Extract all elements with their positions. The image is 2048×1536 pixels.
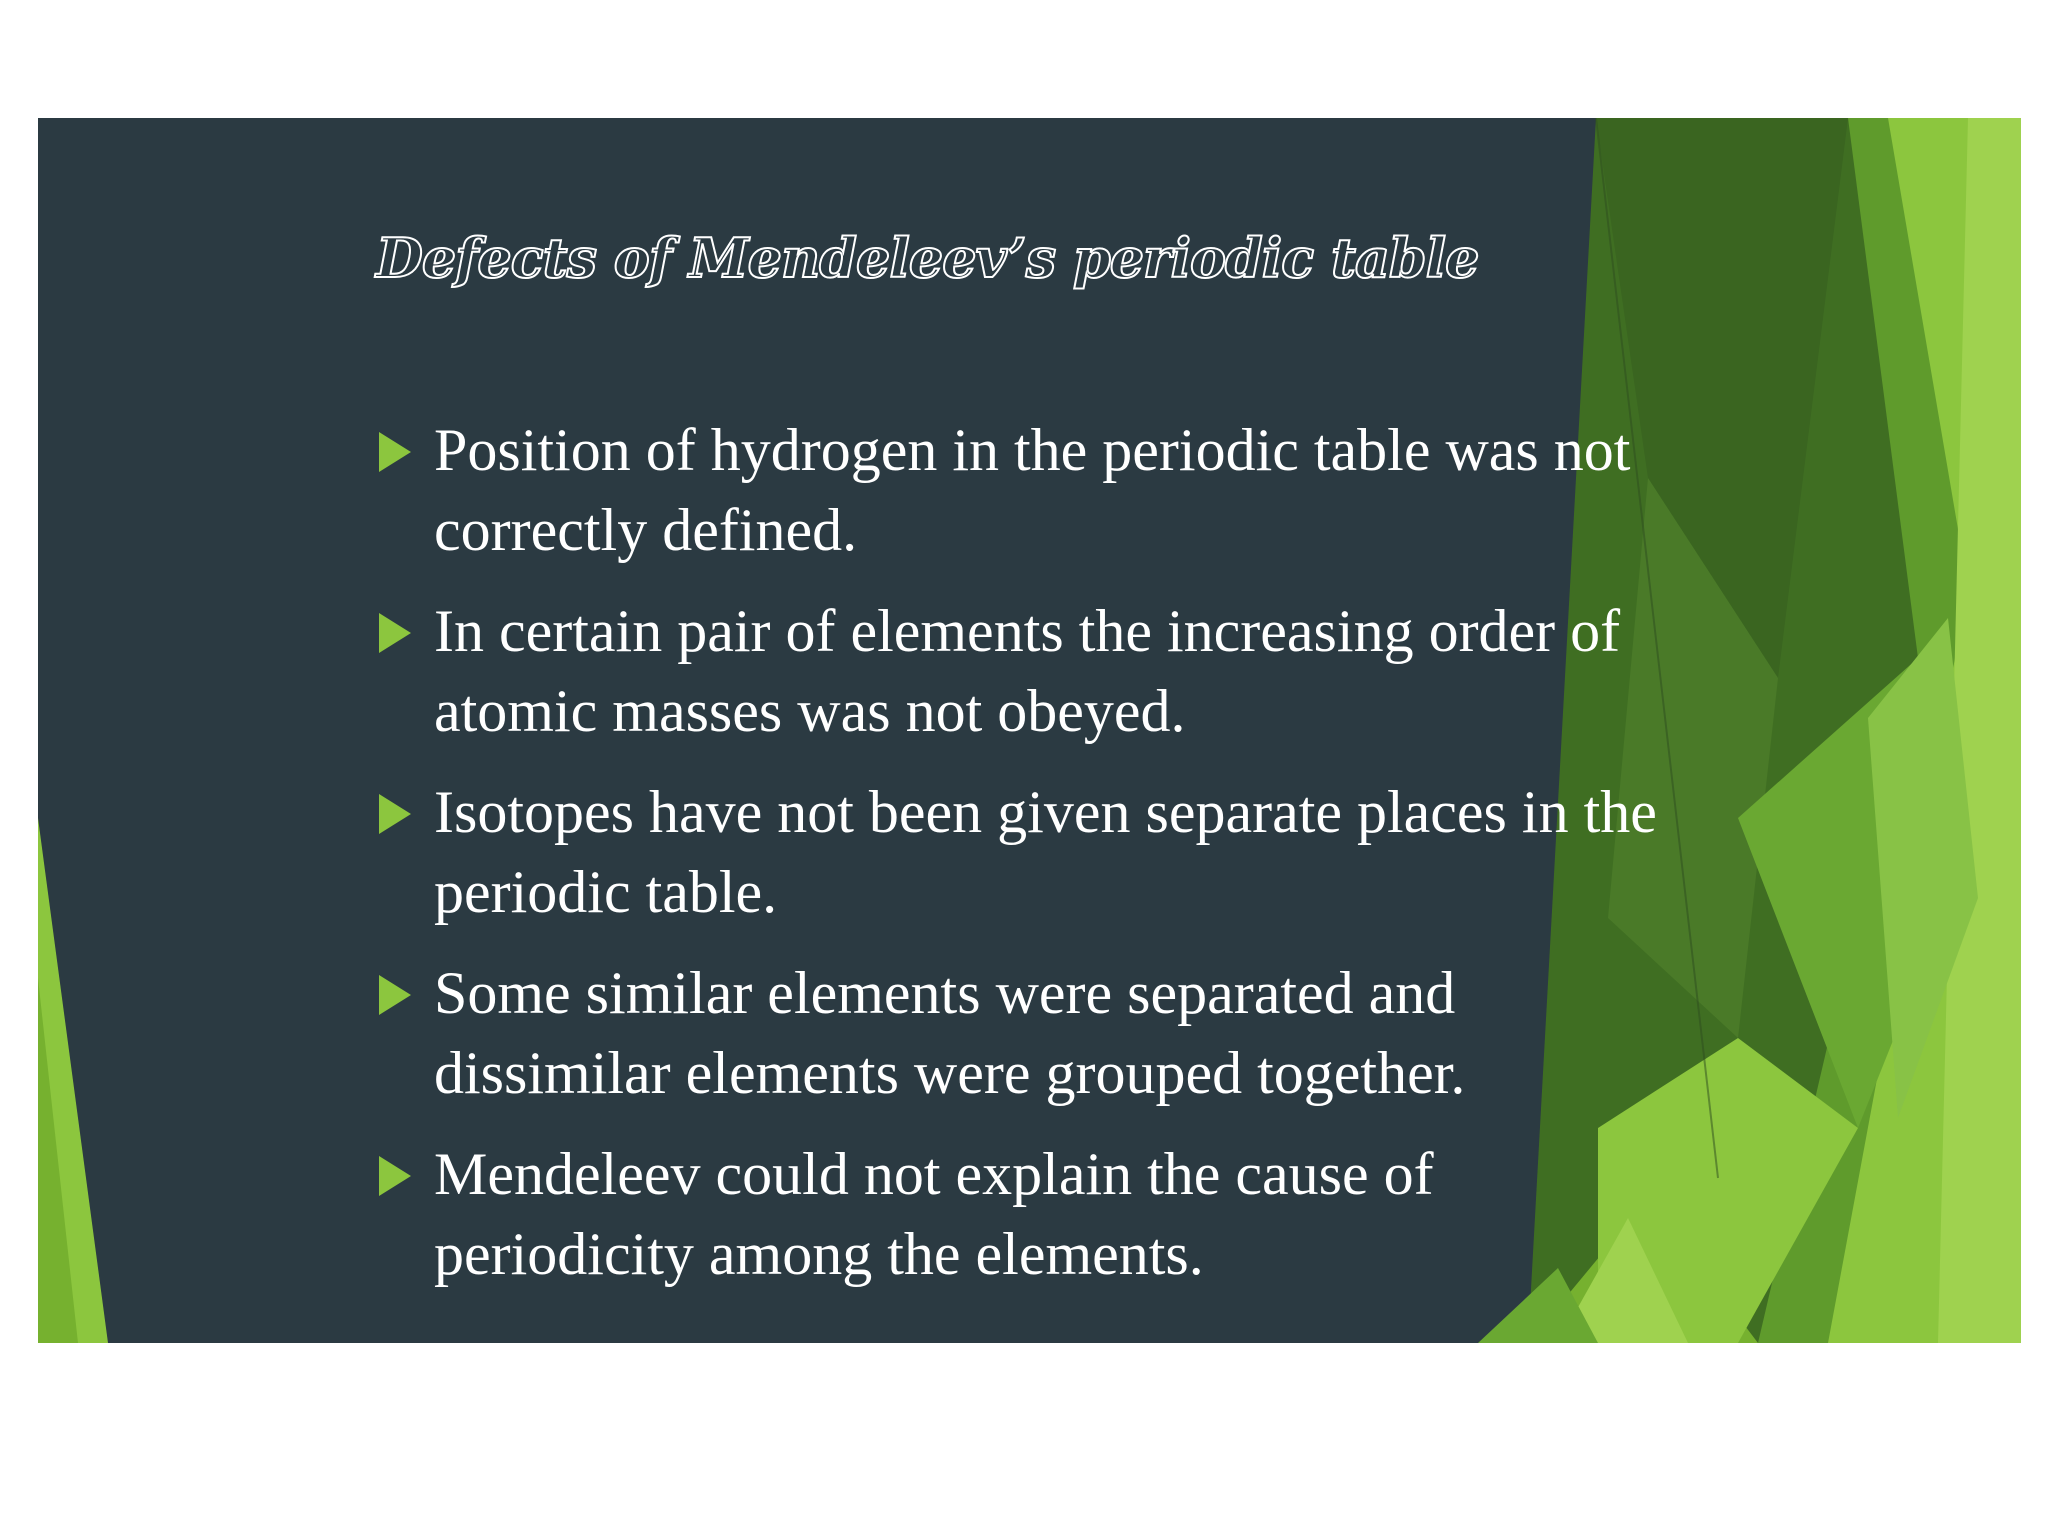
- bullet-item: [376, 772, 1706, 932]
- bullet-item: [376, 1134, 1706, 1294]
- right-triangle-icon: [379, 975, 411, 1015]
- bullet-text: Position of hydrogen in the periodic table was not correctly defined.: [434, 417, 1631, 563]
- right-triangle-icon: [379, 432, 411, 472]
- slide: [38, 118, 2021, 1343]
- bullet-text: Mendeleev could not explain the cause of periodicity among the elements.: [434, 1141, 1434, 1287]
- bullet-text: Isotopes have not been given separate places in the periodic table.: [434, 779, 1657, 925]
- slide-title: Defects of Mendeleev’s periodic table: [376, 226, 1479, 290]
- bullet-text: Some similar elements were separated and dissimilar elements were grouped together.: [434, 960, 1466, 1106]
- right-triangle-icon: [379, 1156, 411, 1196]
- bullet-list: [376, 410, 1706, 1315]
- right-triangle-icon: [379, 794, 411, 834]
- bullet-item: [376, 591, 1706, 751]
- right-triangle-icon: [379, 613, 411, 653]
- bullet-item: [376, 953, 1706, 1113]
- bullet-item: [376, 410, 1706, 570]
- bullet-text: In certain pair of elements the increasing order of atomic masses was not obeyed.: [434, 598, 1621, 744]
